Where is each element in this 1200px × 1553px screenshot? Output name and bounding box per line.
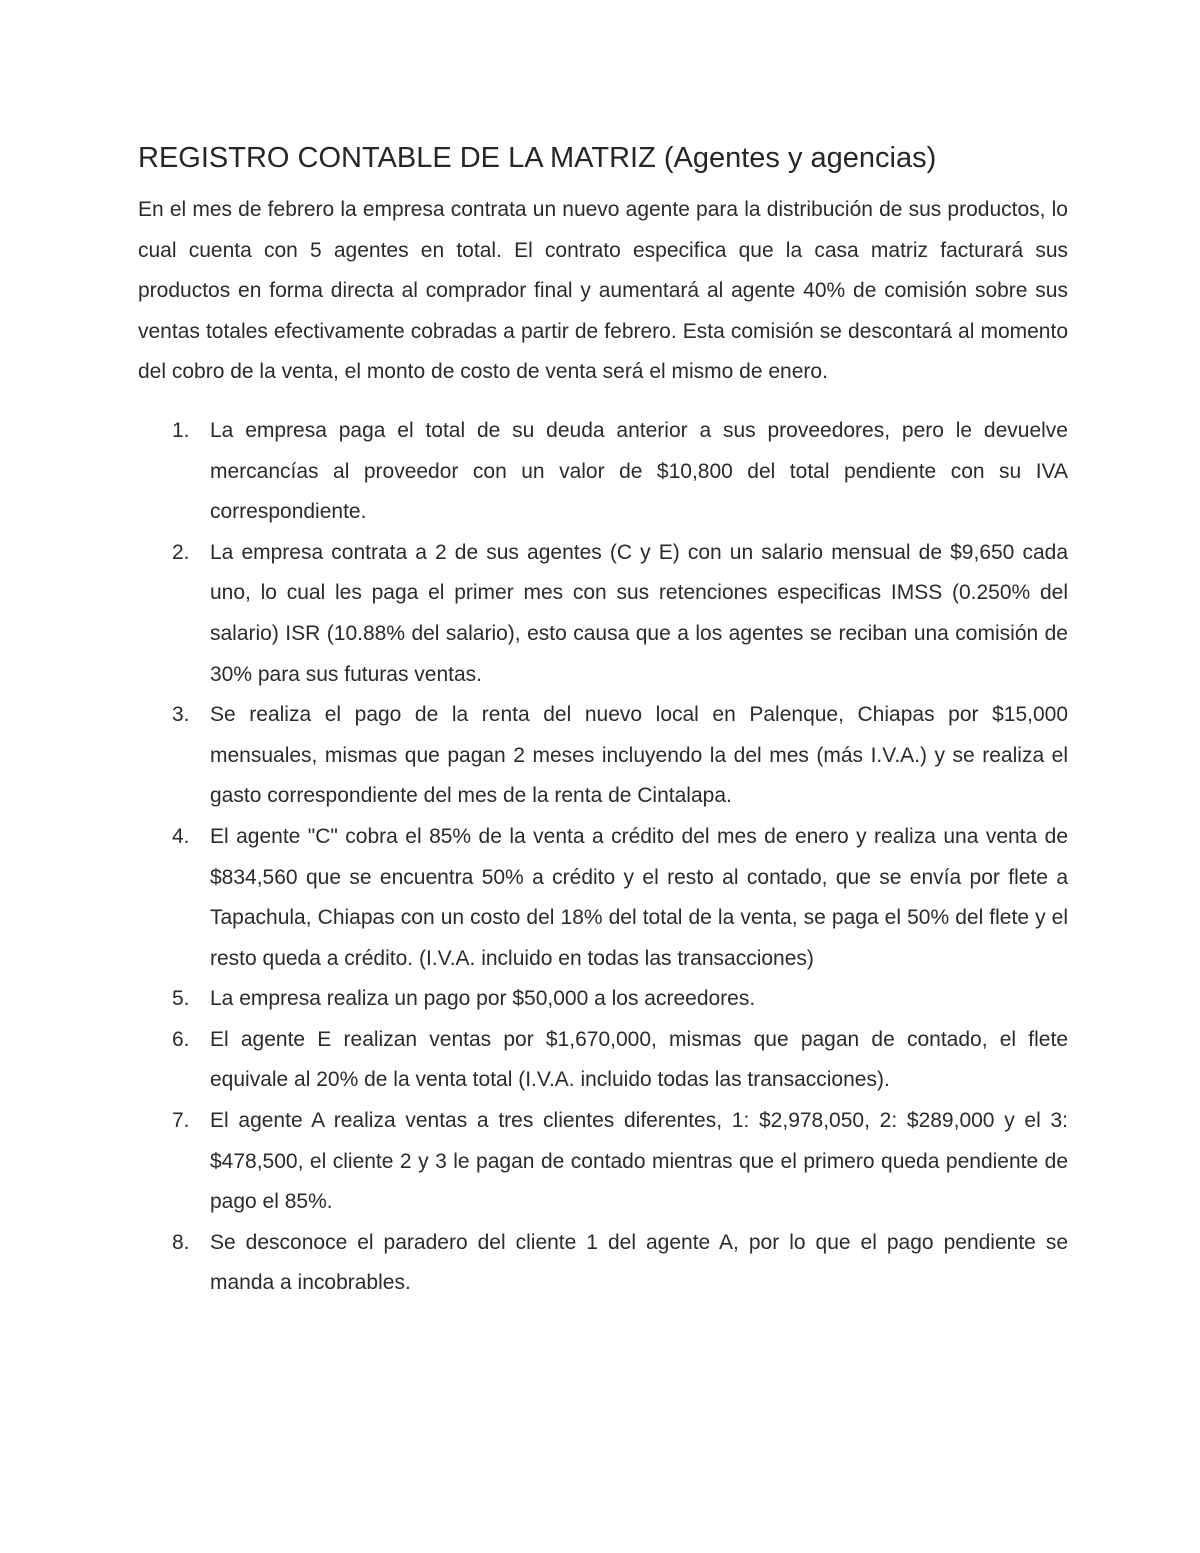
list-item-number: 1.: [172, 418, 190, 442]
list-item-number: 2.: [172, 540, 190, 564]
list-item-text: Se realiza el pago de la renta del nuevo local en Palenque, Chiapas por $15,000 mensuales, mismas que pagan 2 meses incluyendo la del mes (más I.V.A.) y se realiza el gasto correspondiente del mes de la renta de Cintalapa.: [210, 703, 1068, 808]
list-item: [138, 695, 1068, 817]
task-list: [138, 411, 1068, 1304]
list-item-number: 5.: [172, 987, 190, 1011]
list-item: [138, 979, 1068, 1020]
intro-paragraph: En el mes de febrero la empresa contrata un nuevo agente para la distribución de sus productos, lo cual cuenta con 5 agentes en total. El contrato especifica que la casa matriz facturará sus productos en forma directa al comprador final y aumentará al agente 40% de comisión sobre sus ventas totales efectivamente cobradas a partir de febrero. Esta comisión se descontará al momento del cobro de la venta, el monto de costo de venta será el mismo de enero.: [138, 198, 1068, 384]
list-item-number: 6.: [172, 1027, 190, 1051]
list-item-number: 8.: [172, 1230, 190, 1254]
list-item: [138, 411, 1068, 533]
list-item: [138, 817, 1068, 979]
list-item-text: La empresa contrata a 2 de sus agentes (C y E) con un salario mensual de $9,650 cada uno, lo cual les paga el primer mes con sus retenciones especificas IMSS (0.250% del salario) ISR (10.88% del salario), esto causa que a los agentes se reciban una comisión de 30% para sus futuras ventas.: [210, 540, 1068, 686]
list-item-number: 4.: [172, 824, 190, 848]
list-item-text: La empresa realiza un pago por $50,000 a los acreedores.: [210, 987, 756, 1011]
document-page: [138, 136, 1068, 1304]
list-item-text: El agente "C" cobra el 85% de la venta a crédito del mes de enero y realiza una venta de $834,560 que se encuentra 50% a crédito y el resto al contado, que se envía por flete a Tapachula, Chiapas con un costo del 18% del total de la venta, se paga el 50% del flete y el resto queda a crédito. (I.V.A. incluido en todas las transacciones): [210, 824, 1068, 970]
list-item-number: 7.: [172, 1109, 190, 1133]
list-item-text: El agente A realiza ventas a tres clientes diferentes, 1: $2,978,050, 2: $289,000 y el 3: $478,500, el cliente 2 y 3 le pagan de contado mientras que el primero queda pendiente de pago el 85%.: [210, 1109, 1068, 1214]
document-title: REGISTRO CONTABLE DE LA MATRIZ (Agentes y agencias): [138, 142, 937, 174]
list-item: [138, 533, 1068, 695]
list-item: [138, 1223, 1068, 1304]
list-item-text: La empresa paga el total de su deuda anterior a sus proveedores, pero le devuelve mercancías al proveedor con un valor de $10,800 del total pendiente con su IVA correspondiente.: [210, 418, 1068, 524]
list-item-text: Se desconoce el paradero del cliente 1 del agente A, por lo que el pago pendiente se manda a incobrables.: [210, 1230, 1068, 1295]
list-item: [138, 1101, 1068, 1223]
list-item-number: 3.: [172, 703, 190, 727]
list-item: [138, 1020, 1068, 1101]
list-item-text: El agente E realizan ventas por $1,670,000, mismas que pagan de contado, el flete equivale al 20% de la venta total (I.V.A. incluido todas las transacciones).: [210, 1027, 1068, 1092]
